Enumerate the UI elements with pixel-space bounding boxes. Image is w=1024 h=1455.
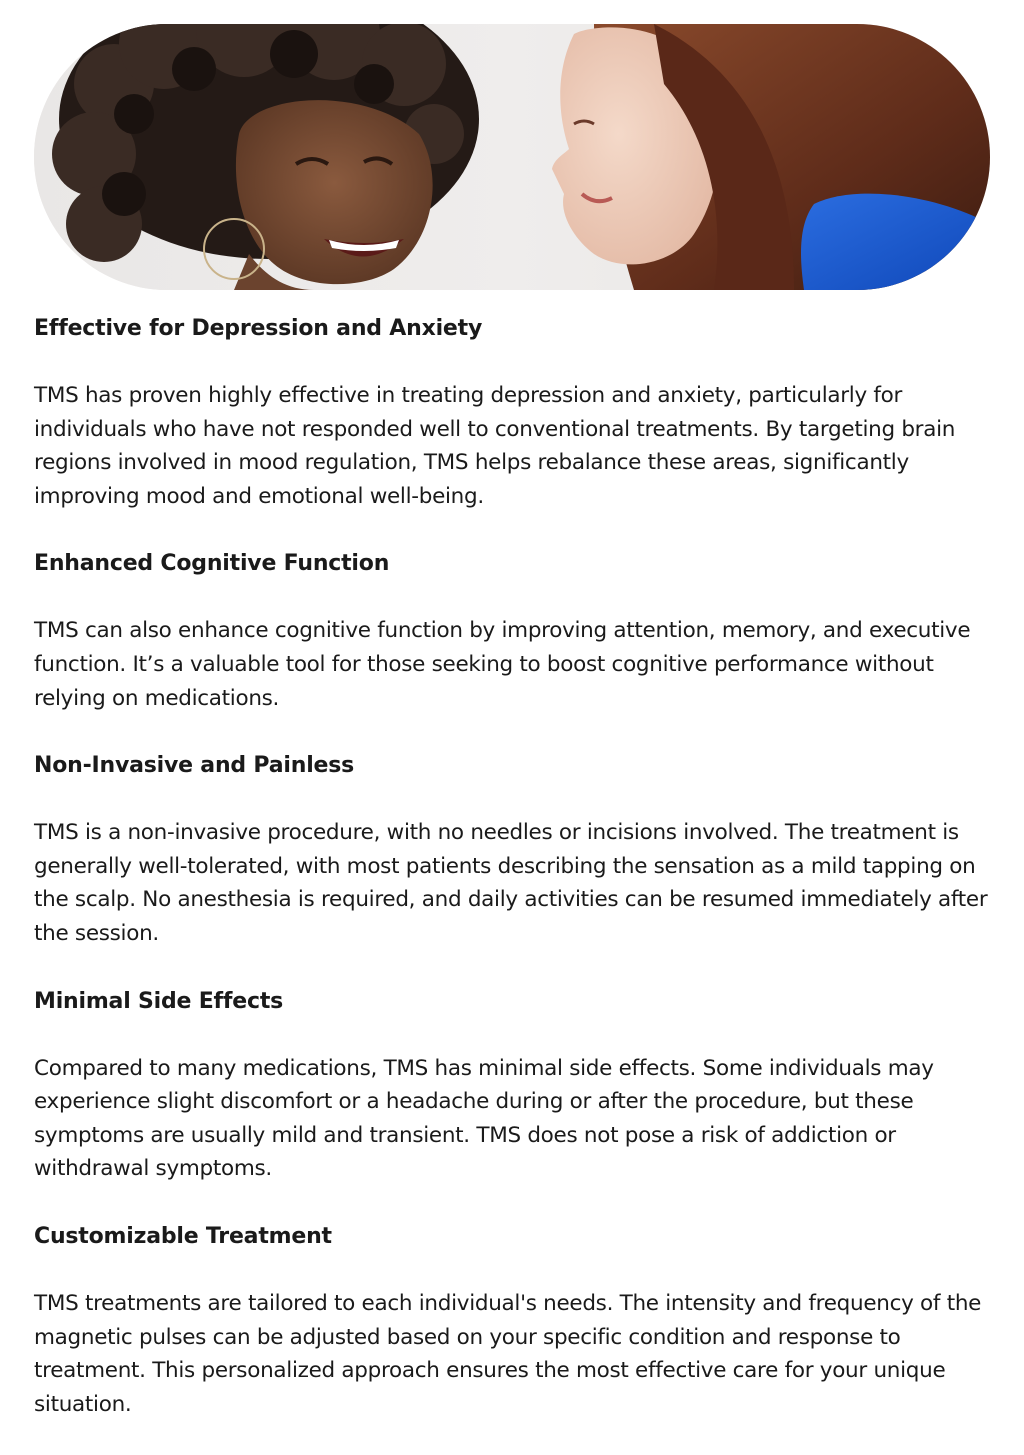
section-heading: Enhanced Cognitive Function	[34, 551, 390, 577]
hero-photo-illustration	[34, 24, 990, 290]
section-depression-anxiety	[34, 312, 994, 513]
section-body: TMS is a non-invasive procedure, with no needles or incisions involved. The treatment is generally well-tolerated, with most patients describing the sensation as a mild tapping on the scalp. No anesthesia is required, and daily activities can be resumed immediately after the session.	[34, 820, 988, 946]
section-side-effects	[34, 985, 994, 1186]
section-body: TMS has proven highly effective in treating depression and anxiety, particularly for individuals who have not responded well to conventional treatments. By targeting brain regions involved in mood regulation, TMS helps rebalance these areas, significantly improving mood and emotional well-being.	[34, 383, 956, 509]
section-body: TMS can also enhance cognitive function by improving attention, memory, and executive function. It’s a valuable tool for those seeking to boost cognitive performance without relying on medications.	[34, 618, 971, 711]
section-heading: Non-Invasive and Painless	[34, 753, 355, 779]
section-heading: Effective for Depression and Anxiety	[34, 316, 483, 341]
right-woman	[552, 24, 990, 290]
article-content	[34, 312, 994, 1455]
section-customizable	[34, 1220, 994, 1421]
section-body: Compared to many medications, TMS has minimal side effects. Some individuals may experience slight discomfort or a headache during or after the procedure, but these symptoms are usually mild and transient. TMS does not pose a risk of addiction or withdrawal symptoms.	[34, 1055, 934, 1182]
section-body: TMS treatments are tailored to each individual's needs. The intensity and frequency of the magnetic pulses can be adjusted based on your specific condition and response to treatment. This personalized approach ensures the most effective care for your unique situation.	[34, 1290, 982, 1417]
section-heading: Customizable Treatment	[34, 1223, 332, 1249]
hero-image	[34, 24, 990, 290]
section-cognitive-function	[34, 547, 994, 715]
section-heading: Minimal Side Effects	[34, 988, 284, 1014]
section-non-invasive	[34, 749, 994, 950]
